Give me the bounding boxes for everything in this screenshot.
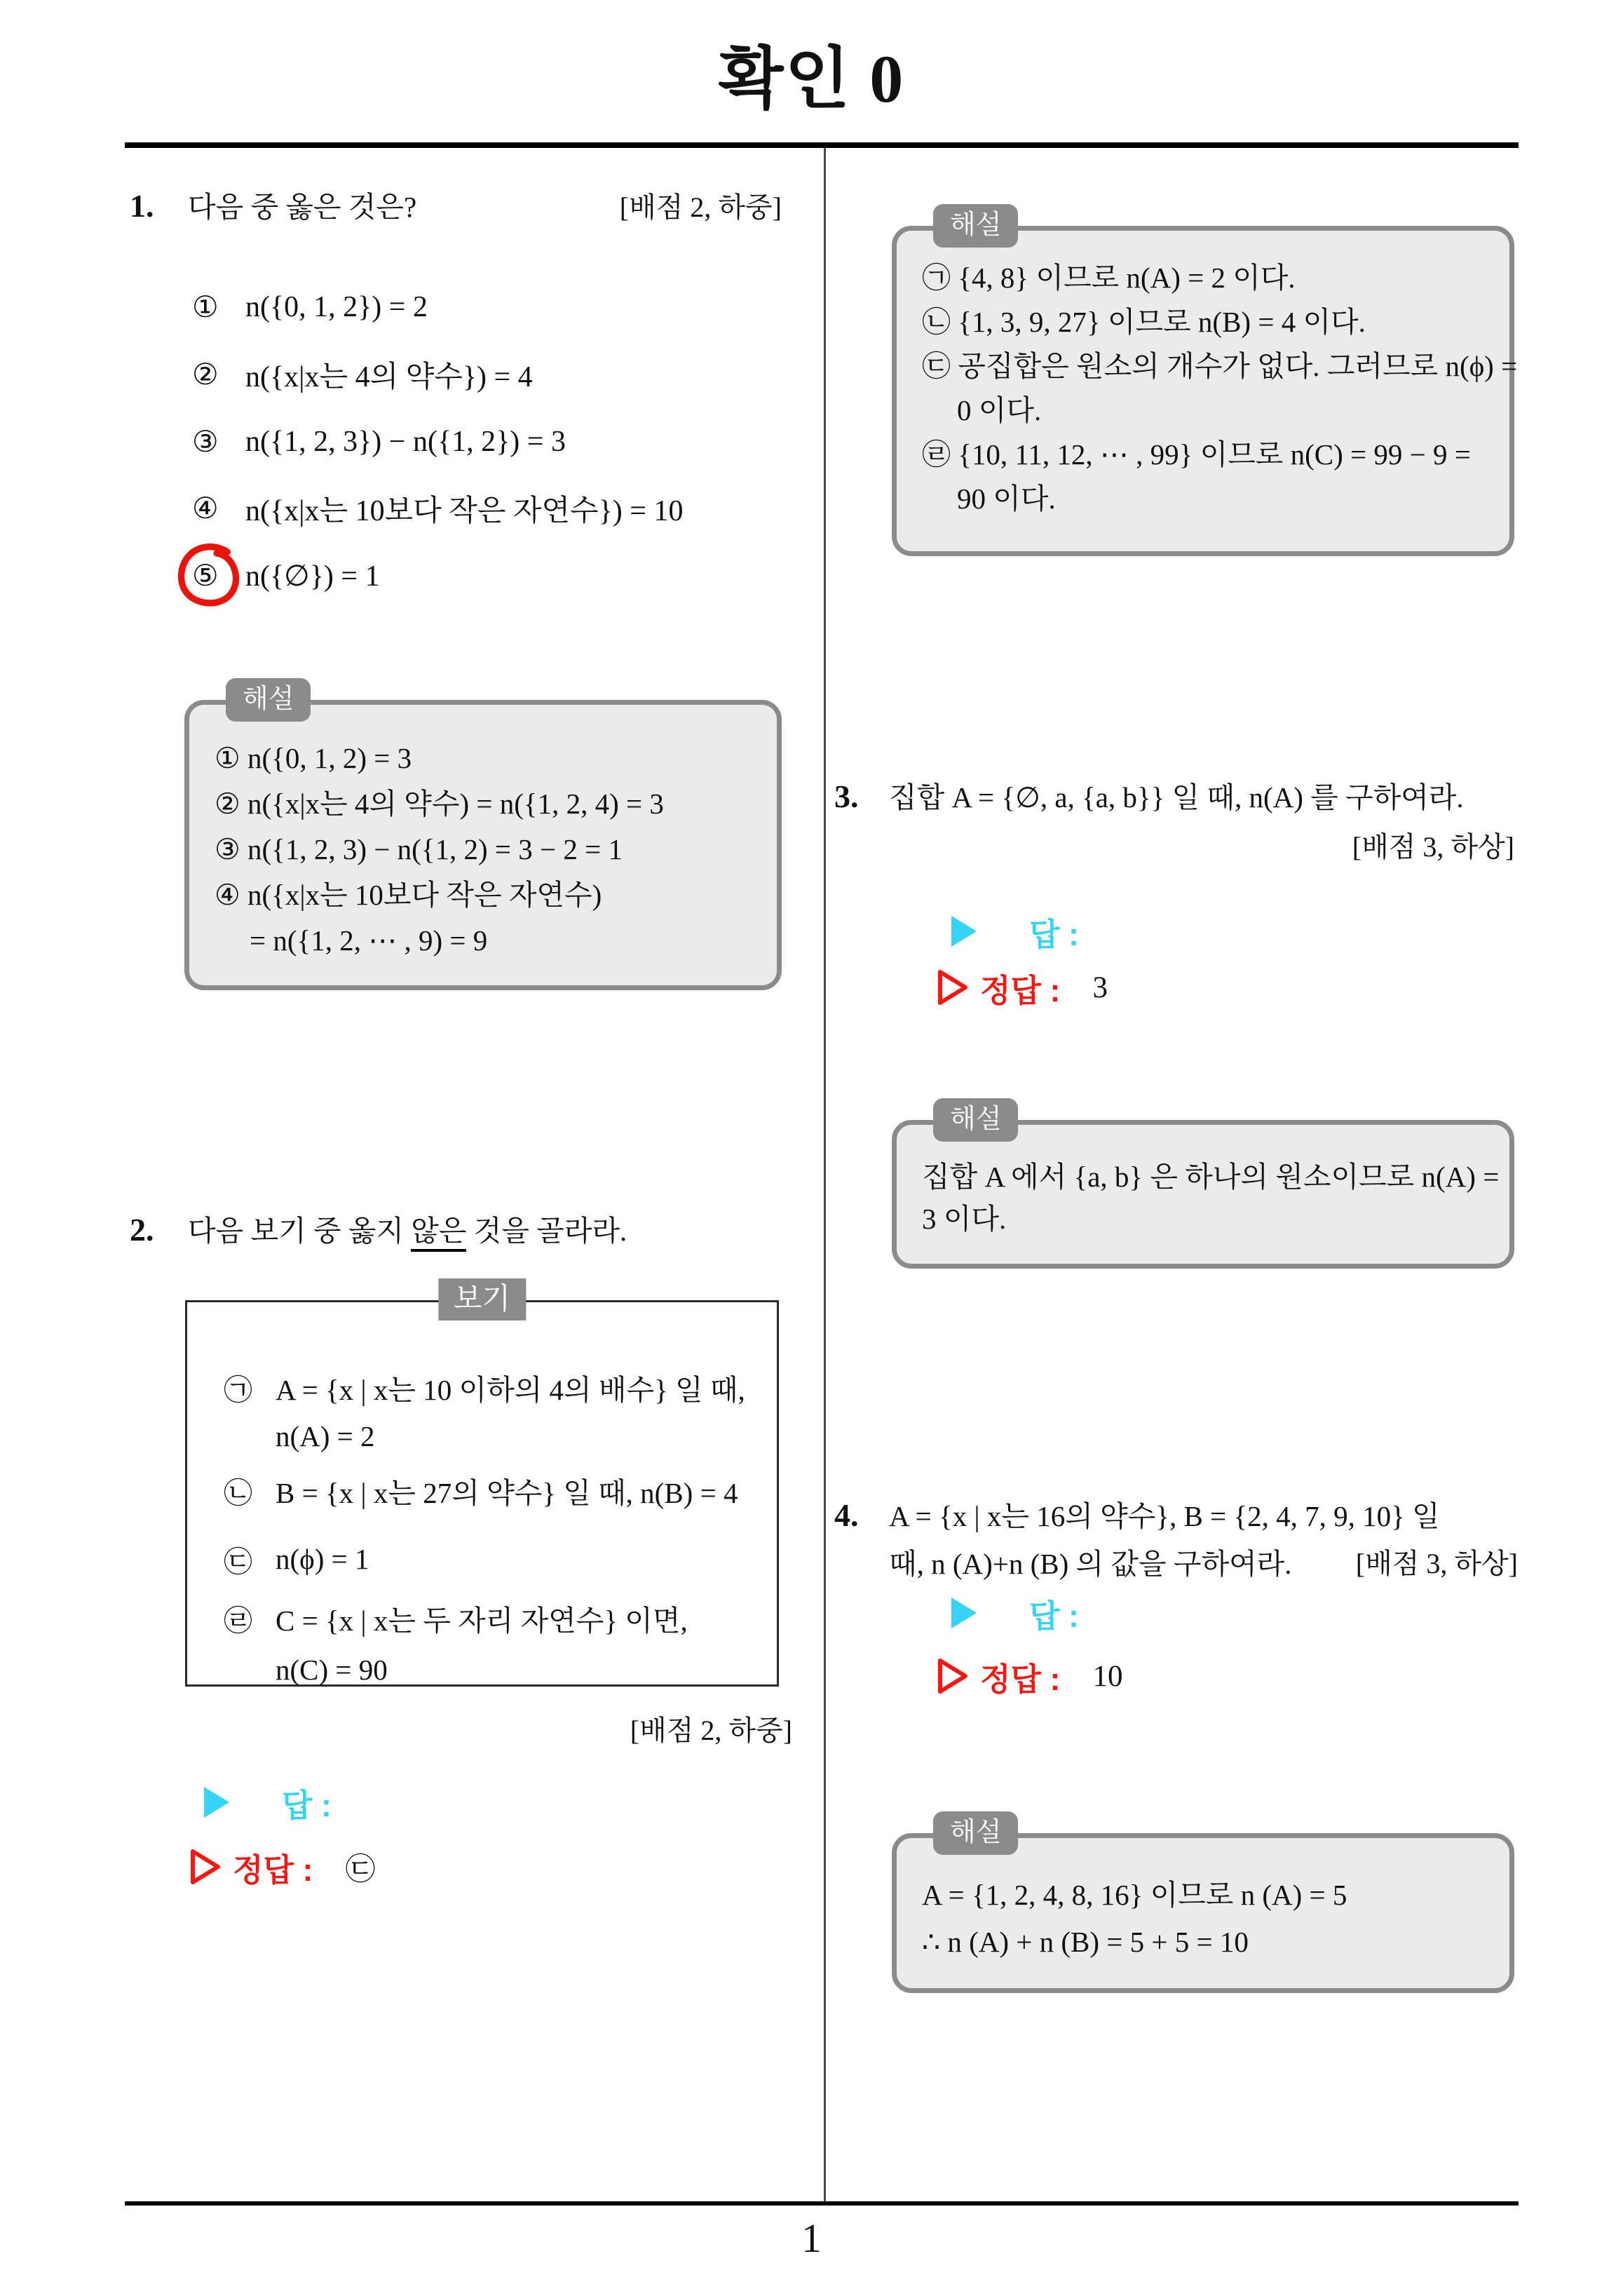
solution-line: 3 이다. [922,1203,1007,1235]
example-item-1-line2 [224,1417,766,1456]
answer-arrow-icon [949,914,979,949]
answer-row [949,912,1079,951]
example-item-4-marker: ㉣ [224,1604,252,1637]
problem-2-question [188,1208,782,1249]
solution-tab: 해설 [933,1811,1018,1855]
example-item-2 [224,1471,766,1510]
problem-1-number: 1. [130,188,154,224]
correct-arrow-icon [189,1848,222,1886]
solution-box-2 [892,210,1518,556]
problem-4-number: 4. [834,1497,859,1533]
correct-answer-value: 3 [1092,971,1108,1004]
problem-2-header [130,1208,782,1249]
example-item-2-text: B = {x | x는 27의 약수} 일 때, n(B) = 4 [276,1476,738,1509]
example-item-4 [224,1598,766,1637]
solution-line: A = {1, 2, 4, 8, 16} 이므로 n (A) = 5 [922,1879,1347,1911]
solution-tab: 해설 [933,1098,1018,1142]
answer-label: 답 : [1029,916,1079,952]
problem-3-question: 집합 A = {∅, a, {a, b}} 일 때, n(A) 를 구하여라. [889,781,1464,813]
choice-3 [192,421,785,462]
choice-3-marker: ③ [192,426,219,459]
solution-line: 0 이다. [957,394,1042,426]
example-item-1-text: A = {x | x는 10 이하의 4의 배수} 일 때, [276,1373,745,1406]
choice-1-text: n({0, 1, 2}) = 2 [245,291,428,323]
header-rule [125,142,1519,148]
example-item-4-text: C = {x | x는 두 자리 자연수} 이면, [276,1604,688,1637]
solution-tab: 해설 [226,678,311,722]
correct-arrow-icon [937,1657,969,1695]
solution-box-4 [892,1818,1514,1993]
example-label: 보기 [438,1278,526,1321]
choice-4-marker: ④ [192,493,219,525]
choice-2-text: n({x|x는 4의 약수}) = 4 [245,361,533,393]
solution-line: ㉢ 공집합은 원소의 개수가 없다. 그러므로 n(ϕ) = [922,350,1518,382]
solution-line: ① n({0, 1, 2) = 3 [215,742,412,774]
solution-line: ㉠ {4, 8} 이므로 n(A) = 2 이다. [922,262,1296,294]
correct-answer-row [937,968,1108,1007]
choice-2 [192,354,785,395]
problem-3-number: 3. [834,778,859,814]
correct-answer-row [189,1847,375,1886]
selected-answer-circle-icon [175,541,240,608]
answer-row [949,1593,1079,1633]
answer-label: 답 : [1029,1598,1079,1634]
correct-arrow-icon [937,968,969,1006]
correct-answer-row [937,1656,1122,1696]
solution-line: ③ n({1, 2, 3) − n({1, 2) = 3 − 2 = 1 [215,833,623,865]
solution-tab: 해설 [933,204,1018,248]
choice-5-marker: ⑤ [192,560,219,593]
choice-1 [192,287,785,327]
example-item-4-text: n(C) = 90 [276,1654,388,1686]
solution-box-1 [184,684,782,990]
correct-answer-label: 정답 : [233,1851,313,1888]
question-text: 다음 보기 중 옳지 [188,1215,412,1247]
example-item-1-text: n(A) = 2 [276,1420,375,1452]
problem-4-question-line2: 때, n (A)+n (B) 의 값을 구하여라. [889,1548,1292,1580]
choice-4-text: n({x|x는 10보다 작은 자연수}) = 10 [245,495,684,527]
problem-4-header [834,1492,1518,1588]
solution-line: = n({1, 2, ⋯ , 9) = 9 [250,924,488,957]
answer-row [202,1783,332,1822]
question-underlined-word: 않은 [411,1215,466,1252]
example-item-1 [224,1368,766,1407]
choice-5-text: n({∅}) = 1 [245,560,380,593]
problem-2-points: [배점 2, 하중] [630,1715,792,1746]
correct-answer-label: 정답 : [980,972,1061,1008]
example-item-3-marker: ㉢ [224,1545,252,1578]
problem-2-number: 2. [130,1212,154,1248]
column-divider [824,148,826,2201]
answer-arrow-icon [949,1595,979,1630]
problem-1-question: 다음 중 옳은 것은? [188,191,417,223]
problem-4-question-line1: A = {x | x는 16의 약수}, B = {2, 4, 7, 9, 10} 일 [889,1500,1440,1532]
footer-rule [125,2201,1519,2206]
solution-line: ② n({x|x는 4의 약수) = n({1, 2, 4) = 3 [215,788,664,820]
choice-3-text: n({1, 2, 3}) − n({1, 2}) = 3 [245,426,566,458]
page-title: 확인 0 [718,41,905,116]
solution-line: ㉡ {1, 3, 9, 27} 이므로 n(B) = 4 이다. [922,306,1366,338]
choice-2-marker: ② [192,359,219,391]
example-item-3-text: n(ϕ) = 1 [276,1543,369,1575]
example-item-3 [224,1539,766,1579]
choice-5 [192,555,785,596]
correct-answer-label: 정답 : [980,1661,1061,1697]
problem-3-points: [배점 3, 하상] [1352,831,1514,863]
correct-answer-value: 10 [1092,1659,1123,1693]
correct-answer-value: ㉢ [345,1853,376,1886]
problem-1-header [130,184,782,225]
problem-4-points: [배점 3, 하상] [1355,1548,1518,1579]
choice-4 [192,488,785,529]
solution-line: 집합 A 에서 {a, b} 은 하나의 원소이므로 n(A) = [922,1161,1500,1193]
solution-line: 90 이다. [957,482,1056,515]
solution-line: ④ n({x|x는 10보다 작은 자연수) [215,879,602,911]
answer-arrow-icon [202,1785,231,1820]
solution-line: ㉣ {10, 11, 12, ⋯ , 99} 이므로 n(C) = 99 − 9 = [922,438,1471,471]
solution-box-3 [892,1105,1514,1269]
solution-line: ∴ n (A) + n (B) = 5 + 5 = 10 [922,1926,1249,1958]
example-item-4-line2 [224,1650,766,1689]
page-number: 1 [801,2215,822,2261]
problem-1-points: [배점 2, 하중] [619,191,782,223]
example-box [185,1283,779,1687]
problem-3-header [834,774,1518,816]
answer-label: 답 : [282,1787,332,1823]
choice-1-marker: ① [192,292,219,324]
example-item-1-marker: ㉠ [224,1373,252,1406]
example-item-2-marker: ㉡ [224,1476,252,1509]
question-text: 것을 골라라. [466,1215,627,1247]
